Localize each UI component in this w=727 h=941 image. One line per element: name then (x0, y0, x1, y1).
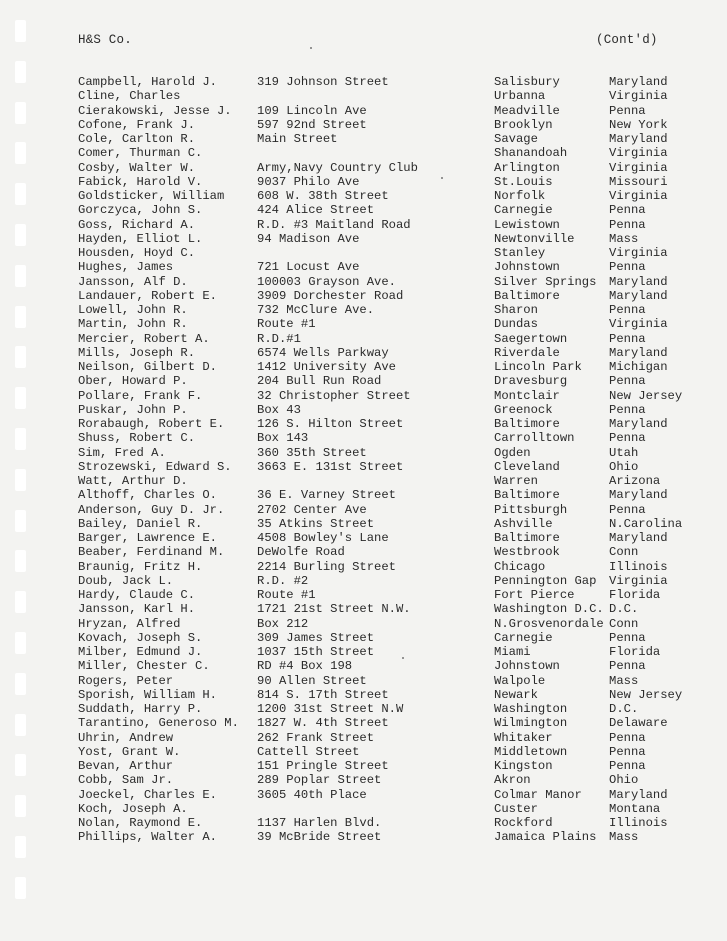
state-cell: Penna (609, 402, 646, 417)
state-cell: Utah (609, 445, 639, 460)
name-cell: Goss, Richard A. (78, 217, 196, 232)
city-cell: Washington (494, 702, 568, 716)
city-cell: Dravesburg (494, 374, 568, 389)
roster-row (0, 303, 727, 317)
name-cell: Comer, Thurman C. (78, 146, 203, 161)
address-cell: R.D. #3 Maitland Road (257, 217, 411, 232)
address-cell: 1721 21st Street N.W. (257, 602, 411, 617)
roster-row (0, 403, 727, 417)
name-cell: Campbell, Harold J. (78, 75, 217, 89)
name-cell: Barger, Lawrence E. (78, 531, 217, 545)
name-cell: Kovach, Joseph S. (78, 630, 203, 645)
roster-row (0, 146, 727, 160)
city-cell: Pittsburgh (494, 502, 568, 517)
state-cell: Penna (609, 103, 646, 118)
roster-row (0, 816, 727, 830)
city-cell: Johnstown (494, 260, 560, 275)
roster-row (0, 488, 727, 502)
roster-row (0, 161, 727, 175)
city-cell: Baltimore (494, 488, 560, 503)
name-cell: Joeckel, Charles E. (78, 787, 217, 802)
state-cell: Penna (609, 331, 646, 346)
roster-row (0, 446, 727, 460)
city-cell: Miami (494, 645, 531, 659)
address-cell: 204 Bull Run Road (257, 374, 382, 389)
address-cell: Army,Navy Country Club (257, 160, 418, 175)
state-cell: New York (609, 117, 668, 132)
name-cell: Lowell, John R. (78, 303, 188, 317)
roster-row (0, 517, 727, 531)
city-cell: Urbanna (494, 89, 546, 104)
city-cell: Baltimore (494, 288, 560, 303)
name-cell: Cierakowski, Jesse J. (78, 103, 232, 118)
name-cell: Milber, Edmund J. (78, 645, 203, 659)
name-cell: Cosby, Walter W. (78, 160, 196, 175)
address-cell: 262 Frank Street (257, 730, 375, 745)
roster-row (0, 474, 727, 488)
city-cell: Baltimore (494, 531, 560, 545)
name-cell: Watt, Arthur D. (78, 474, 188, 488)
state-cell: Virginia (609, 189, 668, 203)
name-cell: Martin, John R. (78, 317, 188, 332)
name-cell: Braunig, Fritz H. (78, 559, 203, 574)
name-cell: Mercier, Robert A. (78, 331, 210, 346)
state-cell: D.C. (609, 602, 639, 617)
roster-row (0, 218, 727, 232)
roster-row (0, 674, 727, 688)
state-cell: Maryland (609, 75, 668, 89)
roster-row (0, 346, 727, 360)
name-cell: Beaber, Ferdinand M. (78, 545, 225, 560)
name-cell: Cofone, Frank J. (78, 117, 196, 132)
name-cell: Cole, Carlton R. (78, 132, 196, 146)
name-cell: Landauer, Robert E. (78, 288, 217, 303)
roster-row (0, 631, 727, 645)
address-cell: 1137 Harlen Blvd. (257, 816, 382, 830)
address-cell: 608 W. 38th Street (257, 189, 389, 203)
roster-row (0, 431, 727, 445)
name-cell: Strozewski, Edward S. (78, 459, 232, 474)
state-cell: Penna (609, 730, 646, 745)
state-cell: Maryland (609, 288, 668, 303)
address-cell: Box 43 (257, 402, 301, 417)
state-cell: Maryland (609, 488, 668, 503)
state-cell: Virginia (609, 146, 668, 161)
roster-row (0, 503, 727, 517)
state-cell: Mass (609, 830, 639, 845)
address-cell: Box 143 (257, 431, 309, 446)
city-cell: Lincoln Park (494, 360, 582, 374)
city-cell: Westbrook (494, 545, 560, 560)
roster-row (0, 802, 727, 816)
name-cell: Shuss, Robert C. (78, 431, 196, 446)
name-cell: Yost, Grant W. (78, 744, 181, 759)
member-roster (0, 75, 727, 845)
paper-speck (310, 47, 312, 49)
address-cell: 3909 Dorchester Road (257, 288, 404, 303)
roster-row (0, 531, 727, 545)
city-cell: Norfolk (494, 189, 546, 203)
state-cell: Maryland (609, 132, 668, 146)
roster-row (0, 104, 727, 118)
punch-hole (15, 20, 26, 42)
city-cell: Colmar Manor (494, 787, 582, 802)
city-cell: Lewistown (494, 217, 560, 232)
name-cell: Hryzan, Alfred (78, 616, 181, 631)
city-cell: Montclair (494, 388, 560, 403)
roster-row (0, 574, 727, 588)
city-cell: Carnegie (494, 203, 553, 218)
city-cell: Meadville (494, 103, 560, 118)
roster-row (0, 75, 727, 89)
name-cell: Hayden, Elliot L. (78, 231, 203, 246)
city-cell: Warren (494, 474, 538, 488)
state-cell: Penna (609, 374, 646, 389)
roster-row (0, 773, 727, 787)
name-cell: Goldsticker, William (78, 189, 225, 203)
address-cell: 424 Alice Street (257, 203, 375, 218)
state-cell: Maryland (609, 274, 668, 289)
city-cell: Sharon (494, 303, 538, 317)
name-cell: Puskar, John P. (78, 402, 188, 417)
city-cell: Walpole (494, 673, 546, 688)
state-cell: Penna (609, 659, 646, 674)
state-cell: Virginia (609, 160, 668, 175)
state-cell: Florida (609, 645, 661, 659)
state-cell: Penna (609, 303, 646, 317)
city-cell: Arlington (494, 160, 560, 175)
city-cell: Savage (494, 132, 538, 146)
address-cell: 3605 40th Place (257, 787, 367, 802)
city-cell: Whitaker (494, 730, 553, 745)
address-cell: 360 35th Street (257, 445, 367, 460)
address-cell: 814 S. 17th Street (257, 687, 389, 702)
roster-row (0, 716, 727, 730)
address-cell: 94 Madison Ave (257, 231, 360, 246)
roster-row (0, 175, 727, 189)
address-cell: R.D. #2 (257, 573, 309, 588)
address-cell: 2702 Center Ave (257, 502, 367, 517)
city-cell: Custer (494, 801, 538, 816)
name-cell: Rorabaugh, Robert E. (78, 417, 225, 431)
address-cell: Route #1 (257, 588, 316, 602)
address-cell: Box 212 (257, 616, 309, 631)
city-cell: Shanandoah (494, 146, 568, 161)
roster-row (0, 317, 727, 331)
address-cell: 2214 Burling Street (257, 559, 396, 574)
roster-row (0, 374, 727, 388)
state-cell: Mass (609, 231, 639, 246)
name-cell: Mills, Joseph R. (78, 345, 196, 360)
address-cell: 151 Pringle Street (257, 759, 389, 773)
state-cell: Conn (609, 545, 639, 560)
state-cell: Maryland (609, 531, 668, 545)
state-cell: Ohio (609, 773, 639, 788)
city-cell: Johnstown (494, 659, 560, 674)
state-cell: Delaware (609, 716, 668, 731)
roster-row (0, 332, 727, 346)
state-cell: Florida (609, 588, 661, 602)
city-cell: St.Louis (494, 174, 553, 189)
name-cell: Rogers, Peter (78, 673, 174, 688)
roster-row (0, 289, 727, 303)
address-cell: 1200 31st Street N.W (257, 702, 404, 716)
name-cell: Suddath, Harry P. (78, 702, 203, 716)
state-cell: Penna (609, 217, 646, 232)
roster-row (0, 360, 727, 374)
city-cell: Wilmington (494, 716, 568, 731)
roster-row (0, 759, 727, 773)
address-cell: 309 James Street (257, 630, 375, 645)
address-cell: 126 S. Hilton Street (257, 417, 404, 431)
city-cell: Dundas (494, 317, 538, 332)
name-cell: Pollare, Frank F. (78, 388, 203, 403)
roster-row (0, 645, 727, 659)
roster-row (0, 275, 727, 289)
address-cell: R.D.#1 (257, 331, 301, 346)
roster-row (0, 89, 727, 103)
address-cell: Cattell Street (257, 744, 360, 759)
address-cell: RD #4 Box 198 (257, 659, 353, 674)
name-cell: Bailey, Daniel R. (78, 516, 203, 531)
name-cell: Althoff, Charles O. (78, 488, 217, 503)
city-cell: Jamaica Plains (494, 830, 597, 845)
name-cell: Phillips, Walter A. (78, 830, 217, 845)
roster-row (0, 602, 727, 616)
state-cell: Montana (609, 801, 661, 816)
address-cell: 36 E. Varney Street (257, 488, 396, 503)
name-cell: Sporish, William H. (78, 687, 217, 702)
roster-row (0, 132, 727, 146)
address-cell: 100003 Grayson Ave. (257, 274, 396, 289)
address-cell: Main Street (257, 132, 338, 146)
roster-row (0, 688, 727, 702)
address-cell: 1037 15th Street (257, 645, 375, 659)
name-cell: Uhrin, Andrew (78, 730, 174, 745)
state-cell: Penna (609, 744, 646, 759)
state-cell: D.C. (609, 702, 639, 716)
state-cell: Virginia (609, 89, 668, 104)
city-cell: Silver Springs (494, 274, 597, 289)
name-cell: Sim, Fred A. (78, 445, 166, 460)
roster-row (0, 232, 727, 246)
name-cell: Hardy, Claude C. (78, 588, 196, 602)
state-cell: Virginia (609, 573, 668, 588)
roster-row (0, 189, 727, 203)
address-cell: 3663 E. 131st Street (257, 459, 404, 474)
address-cell: 109 Lincoln Ave (257, 103, 367, 118)
city-cell: Salisbury (494, 75, 560, 89)
city-cell: Saegertown (494, 331, 568, 346)
roster-row (0, 260, 727, 274)
city-cell: Stanley (494, 246, 546, 260)
state-cell: Penna (609, 431, 646, 446)
state-cell: Mass (609, 673, 639, 688)
state-cell: New Jersey (609, 687, 683, 702)
name-cell: Koch, Joseph A. (78, 801, 188, 816)
address-cell: 39 McBride Street (257, 830, 382, 845)
company-header: H&S Co. (78, 33, 132, 47)
address-cell: 6574 Wells Parkway (257, 345, 389, 360)
roster-row (0, 731, 727, 745)
roster-row (0, 830, 727, 844)
address-cell: 1412 University Ave (257, 360, 396, 374)
roster-row (0, 659, 727, 673)
address-cell: 1827 W. 4th Street (257, 716, 389, 731)
city-cell: Middletown (494, 744, 568, 759)
address-cell: 289 Poplar Street (257, 773, 382, 788)
roster-row (0, 702, 727, 716)
name-cell: Tarantino, Generoso M. (78, 716, 239, 731)
city-cell: Carrolltown (494, 431, 575, 446)
state-cell: Penna (609, 203, 646, 218)
address-cell: 35 Atkins Street (257, 516, 375, 531)
roster-row (0, 545, 727, 559)
city-cell: Baltimore (494, 417, 560, 431)
address-cell: 90 Allen Street (257, 673, 367, 688)
address-cell: Route #1 (257, 317, 316, 332)
name-cell: Jansson, Alf D. (78, 274, 188, 289)
state-cell: N.Carolina (609, 516, 683, 531)
city-cell: Carnegie (494, 630, 553, 645)
address-cell: 319 Johnson Street (257, 75, 389, 89)
state-cell: Illinois (609, 559, 668, 574)
state-cell: Penna (609, 759, 646, 773)
roster-row (0, 588, 727, 602)
state-cell: Conn (609, 616, 639, 631)
state-cell: New Jersey (609, 388, 683, 403)
name-cell: Hughes, James (78, 260, 174, 275)
name-cell: Gorczyca, John S. (78, 203, 203, 218)
punch-hole (15, 877, 26, 899)
city-cell: Riverdale (494, 345, 560, 360)
roster-row (0, 617, 727, 631)
roster-row (0, 118, 727, 132)
address-cell: 597 92nd Street (257, 117, 367, 132)
state-cell: Michigan (609, 360, 668, 374)
address-cell: 32 Christopher Street (257, 388, 411, 403)
address-cell: DeWolfe Road (257, 545, 345, 560)
state-cell: Arizona (609, 474, 661, 488)
name-cell: Jansson, Karl H. (78, 602, 196, 617)
roster-row (0, 460, 727, 474)
roster-row (0, 560, 727, 574)
state-cell: Illinois (609, 816, 668, 830)
name-cell: Cline, Charles (78, 89, 181, 104)
city-cell: Greenock (494, 402, 553, 417)
state-cell: Ohio (609, 459, 639, 474)
roster-row (0, 417, 727, 431)
name-cell: Bevan, Arthur (78, 759, 174, 773)
state-cell: Maryland (609, 787, 668, 802)
state-cell: Penna (609, 630, 646, 645)
name-cell: Fabick, Harold V. (78, 174, 203, 189)
city-cell: Ogden (494, 445, 531, 460)
state-cell: Missouri (609, 174, 668, 189)
city-cell: Brooklyn (494, 117, 553, 132)
name-cell: Cobb, Sam Jr. (78, 773, 174, 788)
roster-row (0, 246, 727, 260)
state-cell: Penna (609, 502, 646, 517)
name-cell: Miller, Chester C. (78, 659, 210, 674)
city-cell: Fort Pierce (494, 588, 575, 602)
city-cell: Kingston (494, 759, 553, 773)
state-cell: Penna (609, 260, 646, 275)
state-cell: Virginia (609, 317, 668, 332)
address-cell: 4508 Bowley's Lane (257, 531, 389, 545)
address-cell: 9037 Philo Ave (257, 174, 360, 189)
city-cell: Newtonville (494, 231, 575, 246)
address-cell: 732 McClure Ave. (257, 303, 375, 317)
address-cell: 721 Locust Ave (257, 260, 360, 275)
name-cell: Doub, Jack L. (78, 573, 174, 588)
city-cell: Pennington Gap (494, 573, 597, 588)
state-cell: Maryland (609, 345, 668, 360)
name-cell: Anderson, Guy D. Jr. (78, 502, 225, 517)
name-cell: Neilson, Gilbert D. (78, 360, 217, 374)
name-cell: Ober, Howard P. (78, 374, 188, 389)
city-cell: Cleveland (494, 459, 560, 474)
name-cell: Nolan, Raymond E. (78, 816, 203, 830)
continued-label: (Cont'd) (596, 33, 658, 47)
city-cell: Akron (494, 773, 531, 788)
name-cell: Housden, Hoyd C. (78, 246, 196, 260)
city-cell: N.Grosvenordale (494, 616, 604, 631)
city-cell: Washington D.C. (494, 602, 604, 617)
city-cell: Ashville (494, 516, 553, 531)
roster-row (0, 745, 727, 759)
city-cell: Rockford (494, 816, 553, 830)
roster-row (0, 389, 727, 403)
city-cell: Newark (494, 687, 538, 702)
roster-row (0, 788, 727, 802)
state-cell: Virginia (609, 246, 668, 260)
state-cell: Maryland (609, 417, 668, 431)
city-cell: Chicago (494, 559, 546, 574)
roster-row (0, 203, 727, 217)
